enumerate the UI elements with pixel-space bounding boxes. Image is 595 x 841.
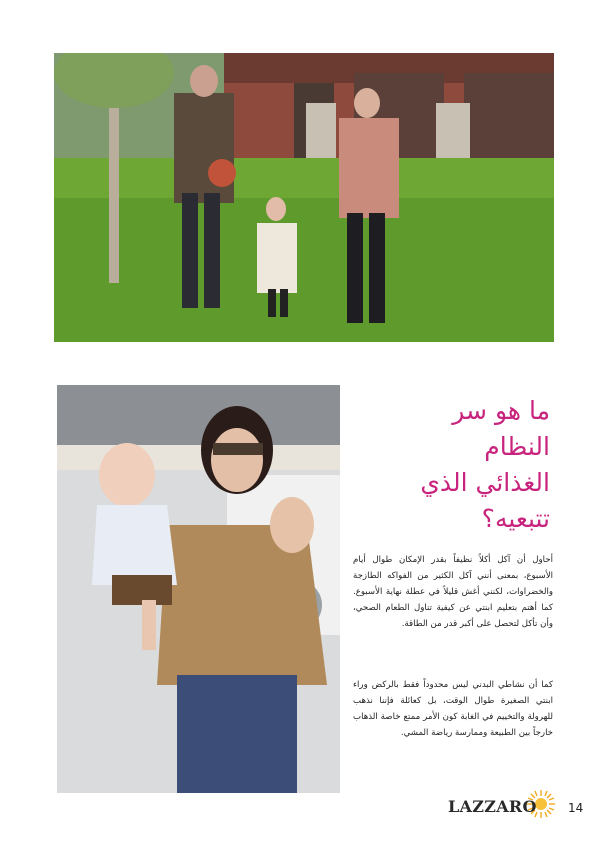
heading-line: الغذائي الذي	[420, 468, 550, 497]
heading-line: ما هو سر	[452, 396, 550, 425]
heading-line: النظام	[484, 432, 550, 461]
logo-text: LAZZARO	[448, 797, 537, 816]
family-photo	[54, 53, 554, 342]
mother-baby-photo	[57, 385, 340, 793]
lazzaro-logo	[448, 791, 563, 821]
body-paragraph-2: كما أن نشاطي البدني ليس محدوداً فقط بالركض وراء ابنتي الصغيرة طوال الوقت، بل كعائلة فإننا نذهب للهرولة والتخييم في الغابة كون الأمر ممتع خاصة الذهاب خارجاً بين الطبيعة وممارسة رياضة المشي.	[353, 680, 553, 738]
article-heading	[350, 393, 550, 537]
heading-line: تتبعيه؟	[481, 504, 550, 533]
page-number: 14	[568, 801, 584, 815]
body-paragraph-1: أحاول أن آكل أكلاً نظيفاً بقدر الإمكان طوال أيام الأسبوع، بمعنى أنني آكل الكثير من الفواكه الطازجة والخضراوات، لكنني أغش قليلاً في عطلة نهاية الأسبوع. كما أهتم بتعليم ابنتي عن كيفية تناول الطعام الصحي، وأن تأكل لتحصل على أكبر قدر من الطاقة.	[353, 555, 553, 629]
